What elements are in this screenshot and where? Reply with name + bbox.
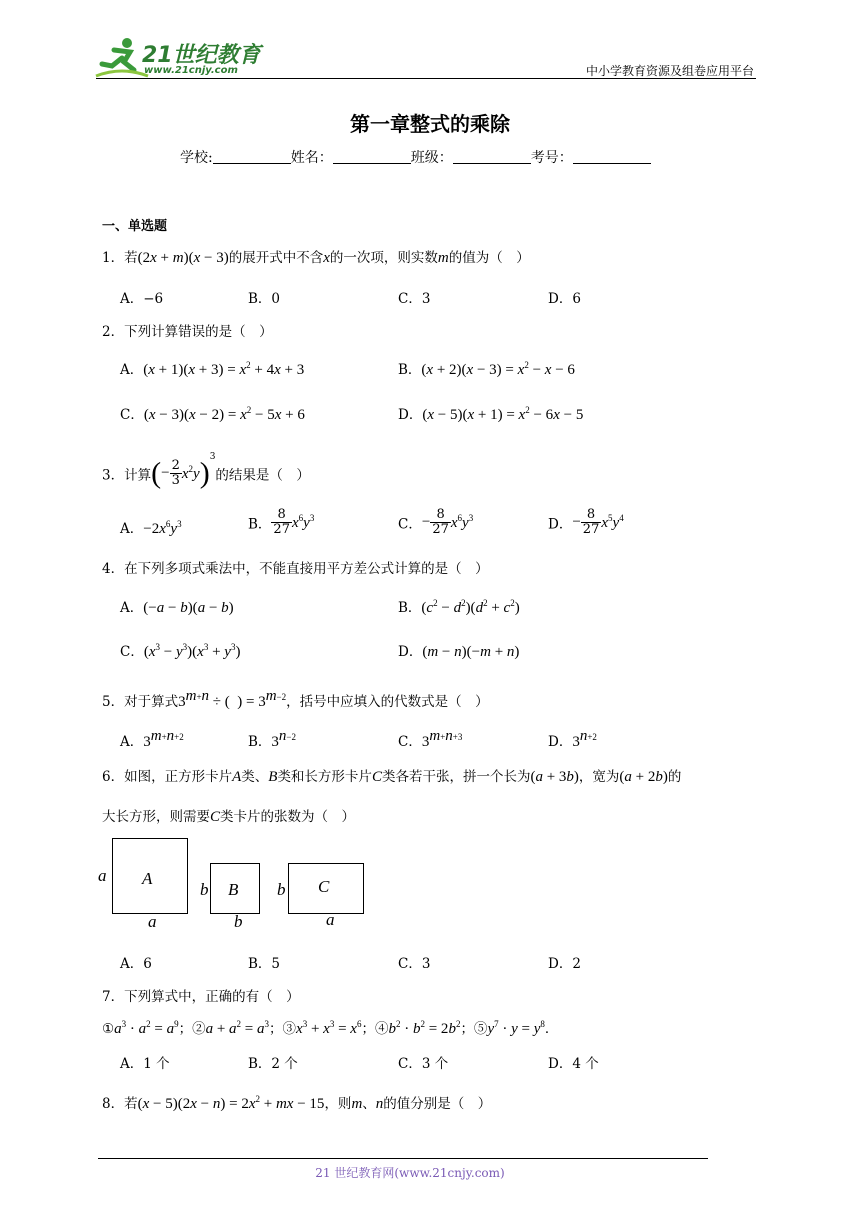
question-7: 7．下列算式中，正确的有（ ） xyxy=(102,989,300,1005)
card-b-bottom: b xyxy=(234,912,243,931)
question-2: 2．下列计算错误的是（ ） xyxy=(102,324,273,340)
q2-option-c[interactable]: C．$(x - 3)(x - 2) = x^2 - 5x + 6$ xyxy=(120,405,305,423)
q7-option-d[interactable]: D．4 个 xyxy=(548,1056,599,1072)
class-blank[interactable] xyxy=(453,149,531,164)
q6-option-b[interactable]: B．5 xyxy=(248,956,281,972)
question-4: 4．在下列多项式乘法中，不能直接用平方差公式计算的是（ ） xyxy=(102,561,489,577)
card-a-side: a xyxy=(98,866,107,885)
card-b-label: B xyxy=(228,880,239,899)
number-blank[interactable] xyxy=(573,149,651,164)
q4-option-b[interactable]: B．$(c^2 - d^2)(d^2 + c^2)$ xyxy=(398,598,520,616)
q4-option-a[interactable]: A．(−a − b)(a − b) xyxy=(120,600,234,616)
footer-text: 21 世纪教育网(www.21cnjy.com) xyxy=(315,1166,505,1180)
card-b-side: b xyxy=(200,880,209,899)
q1-option-d[interactable]: D．6 xyxy=(548,291,581,307)
card-a-label: A xyxy=(142,869,153,888)
page-title: 第一章整式的乘除 xyxy=(350,112,510,136)
q5-option-c[interactable]: C．$3^{m+n+3}$ xyxy=(398,728,463,750)
q6-option-d[interactable]: D．2 xyxy=(548,956,581,972)
card-c-side: b xyxy=(277,880,286,899)
q6-option-a[interactable]: A．6 xyxy=(120,956,152,972)
card-c-bottom: a xyxy=(326,910,335,929)
q7-option-a[interactable]: A．1 个 xyxy=(120,1056,170,1072)
q5-option-d[interactable]: D．$3^{n+2}$ xyxy=(548,728,597,750)
logo-url: www.21cnjy.com xyxy=(144,65,238,76)
q2-option-b[interactable]: B．$(x + 2)(x - 3) = x^2 - x - 6$ xyxy=(398,360,575,378)
logo xyxy=(94,36,264,80)
q3-option-b[interactable]: B． $\frac{8}{27}$ $x^6y^3$ xyxy=(248,507,315,537)
q3-option-c[interactable]: C．− $\frac{8}{27}$ $x^6y^3$ xyxy=(398,507,474,537)
question-1: 1．若(2x + m)(x − 3)的展开式中不含x的一次项，则实数m的值为（ ） xyxy=(102,250,530,266)
q3-option-a[interactable]: A．$-2x^6y^3$ xyxy=(120,519,182,537)
q1-option-b[interactable]: B．0 xyxy=(248,291,281,307)
q5-option-b[interactable]: B．$3^{n-2}$ xyxy=(248,728,296,750)
question-6-line-1: 6．如图，正方形卡片A类、B类和长方形卡片C类各若干张，拼一个长为(a + 3b)，宽为(a + 2b)的 xyxy=(102,769,682,785)
q2-option-d[interactable]: D．$(x - 5)(x + 1) = x^2 - 6x - 5$ xyxy=(398,405,584,423)
card-a-bottom: a xyxy=(148,912,157,931)
question-5: 5．对于算式$3^{m+n}$ ÷ ( ) = $3^{m-2}$，括号中应填入的代数式是（ ） xyxy=(102,688,489,710)
question-8: 8．若$(x - 5)(2x - n) = 2x^2$ + mx − 15，则m、n的值分别是（ ） xyxy=(102,1094,492,1112)
q2-option-a[interactable]: A．$(x + 1)(x + 3) = x^2 + 4x + 3$ xyxy=(120,360,305,378)
q1-option-c[interactable]: C．3 xyxy=(398,291,431,307)
q3-option-d[interactable]: D．− $\frac{8}{27}$ $x^5y^4$ xyxy=(548,507,624,537)
question-3: 3．计算(− $\frac{2}{3}$ $x^2y)^3$的结果是（ ） xyxy=(102,452,310,490)
student-info: 学校: 姓名： 班级： 考号： xyxy=(180,147,651,167)
q4-option-d[interactable]: D．(m − n)(−m + n) xyxy=(398,644,520,660)
logo-text: 21世纪教育 xyxy=(142,43,261,68)
q4-option-c[interactable]: C．$(x^3 - y^3)(x^3 + y^3)$ xyxy=(120,642,241,660)
q7-statements: $①a^3 \cdot a^2 = a^9$；②a + $a^2 = a^3$；$③x^3 + x^3 = x^6$；$④b^2 \cdot b^2 = 2b^2$；$⑤y^7 \cdot y = y^8$． xyxy=(102,1019,559,1037)
platform-name: 中小学教育资源及组卷应用平台 xyxy=(585,64,754,78)
question-6-line-2: 大长方形，则需要C类卡片的张数为（ ） xyxy=(102,809,356,825)
q5-option-a[interactable]: A．$3^{m+n+2}$ xyxy=(120,728,184,750)
school-blank[interactable] xyxy=(213,149,291,164)
q7-option-b[interactable]: B．2 个 xyxy=(248,1056,298,1072)
header-rule xyxy=(96,78,756,79)
q6-option-c[interactable]: C．3 xyxy=(398,956,431,972)
footer-rule xyxy=(98,1158,708,1159)
name-blank[interactable] xyxy=(333,149,411,164)
section-heading: 一、单选题 xyxy=(102,219,168,234)
q1-option-a[interactable]: A．−6 xyxy=(120,291,164,307)
card-c-label: C xyxy=(318,877,330,896)
q7-option-c[interactable]: C．3 个 xyxy=(398,1056,449,1072)
